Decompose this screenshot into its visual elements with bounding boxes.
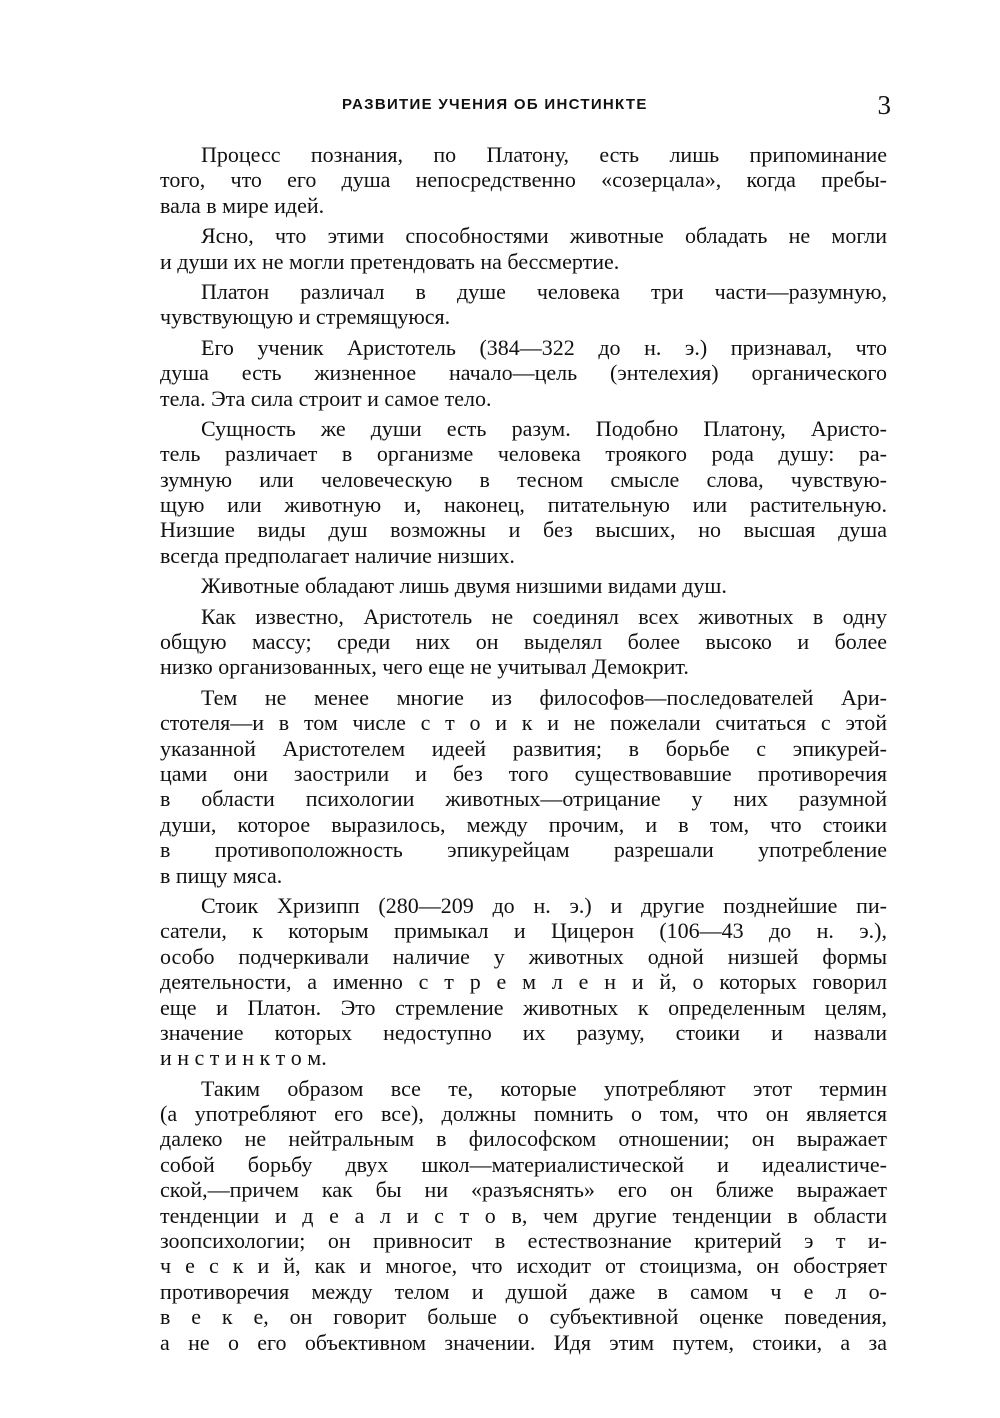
text-line: вала в мире идей. <box>160 192 325 218</box>
text-line: Процесс познания, по Платону, есть лишь припоминание <box>201 142 887 167</box>
text-line: сатели, к которым примыкал и Цицерон (106—43 до н. э.), <box>160 918 887 944</box>
text-line: низко организованных, чего еще не учитывал Демокрит. <box>160 654 689 680</box>
text-line: в пищу мяса. <box>160 862 283 888</box>
text-line: ч е с к и й, как и многое, что исходит от стоицизма, он обостряет <box>160 1253 887 1279</box>
text-line: Низшие виды душ возможны и без высших, но высшая душа <box>160 517 887 543</box>
text-line: тенденции и д е а л и с т о в, чем другие тенденции в области <box>160 1202 887 1228</box>
text-line: Ясно, что этими способностями животные обладать не могли <box>201 223 887 249</box>
text-line: душа есть жизненное начало—цель (энтелехия) органического <box>160 360 887 386</box>
text-line: Платон различал в душе человека три части—разумную, <box>201 278 887 304</box>
text-line: щую или животную и, наконец, питательную или растительную. <box>160 492 887 518</box>
text-line: Стоик Хризипп (280—209 до н. э.) и другие позднейшие пи- <box>201 892 887 918</box>
text-line: стотеля—и в том числе с т о и к и не пожелали считаться с этой <box>160 710 887 736</box>
text-line: указанной Аристотелем идеей развития; в борьбе с эпикурей- <box>160 735 887 761</box>
text-line: (а употребляют его все), должны помнить о том, что он является <box>160 1101 887 1127</box>
text-line: Таким образом все те, которые употребляют этот термин <box>201 1075 887 1101</box>
text-line: Животные обладают лишь двумя низшими видами душ. <box>201 573 727 599</box>
text-line: всегда предполагает наличие низших. <box>160 542 515 568</box>
text-line: еще и Платон. Это стремление животных к определенным целям, <box>160 994 887 1020</box>
text-line: Как известно, Аристотель не соединял всех животных в одну <box>201 603 887 629</box>
paragraph <box>160 604 887 680</box>
body-text <box>160 142 887 1360</box>
text-line: души, которое выразилось, между прочим, и в том, что стоики <box>160 811 887 837</box>
text-line: Его ученик Аристотель (384—322 до н. э.) признавал, что <box>201 334 887 360</box>
text-line: далеко не нейтральным в философском отношении; он выражает <box>160 1126 887 1152</box>
running-head <box>160 92 895 124</box>
text-line: значение которых недоступно их разуму, стоики и назвали <box>160 1019 887 1045</box>
paragraph <box>160 893 887 1071</box>
text-line: в области психологии животных—отрицание у них разумной <box>160 786 887 812</box>
text-line: чувствующую и стремящуюся. <box>160 304 451 330</box>
paragraph <box>160 685 887 888</box>
text-line: зоопсихологии; он привносит в естествознание критерий э т и- <box>160 1228 887 1254</box>
text-line: противоречия между телом и душой даже в самом ч е л о- <box>160 1278 887 1304</box>
text-line: тель различает в организме человека троякого рода душу: ра- <box>160 441 887 467</box>
paragraph <box>160 335 887 411</box>
text-line: собой борьбу двух школ—материалистической и идеалистиче- <box>160 1151 887 1177</box>
text-line: в е к е, он говорит больше о субъективной оценке поведения, <box>160 1304 887 1330</box>
text-line: цами они заострили и без того существовавшие противоречия <box>160 760 887 786</box>
text-line: и души их не могли претендовать на бессмертие. <box>160 248 620 274</box>
text-line: а не о его объективном значении. Идя этим путем, стоики, а за <box>160 1329 887 1355</box>
text-line: Сущность же души есть разум. Подобно Платону, Аристо- <box>201 415 887 441</box>
text-line: в противоположность эпикурейцам разрешали употребление <box>160 837 887 863</box>
running-title: РАЗВИТИЕ УЧЕНИЯ ОБ ИНСТИНКТЕ <box>342 96 648 113</box>
text-line: общую массу; среди них он выделял более высоко и более <box>160 629 887 655</box>
text-line: тела. Эта сила строит и самое тело. <box>160 385 492 411</box>
paragraph <box>160 223 887 274</box>
text-line: Тем не менее многие из философов—последователей Ари- <box>201 684 887 710</box>
paragraph <box>160 1076 887 1355</box>
text-line: ской,—причем как бы ни «разъяснять» его он ближе выражает <box>160 1177 887 1203</box>
paragraph <box>160 573 887 598</box>
text-line: и н с т и н к т о м. <box>160 1045 327 1071</box>
text-line: деятельности, а именно с т р е м л е н и й, о которых говорил <box>160 969 887 995</box>
page-number: 3 <box>877 90 891 120</box>
text-line: зумную или человеческую в тесном смысле слова, чувствую- <box>160 466 887 492</box>
paragraph <box>160 416 887 568</box>
text-line: особо подчеркивали наличие у животных одной низшей формы <box>160 943 887 969</box>
text-line: того, что его душа непосредственно «созерцала», когда пребы- <box>160 167 887 193</box>
paragraph <box>160 142 887 218</box>
paragraph <box>160 279 887 330</box>
